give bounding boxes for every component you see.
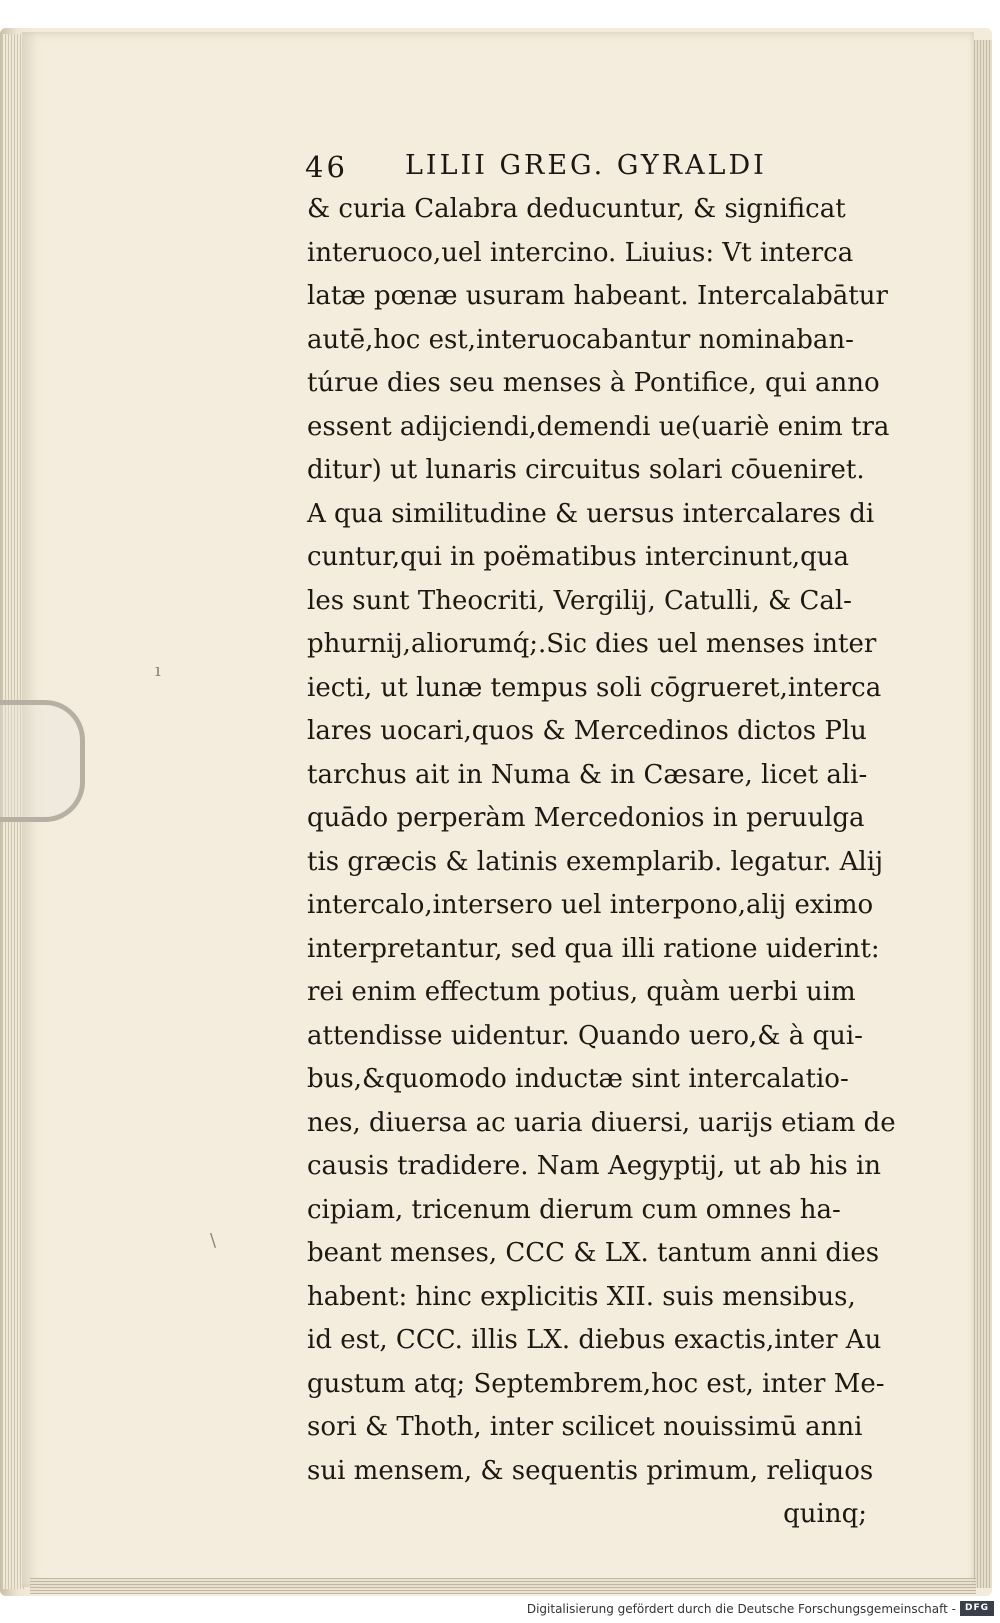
text-line: latæ pœnæ usuram habeant. Intercalabātur (307, 281, 888, 311)
catchword: quinq; (783, 1499, 867, 1529)
margin-mark: ı (155, 660, 161, 681)
text-line: beant menses, CCC & LX. tantum anni dies (307, 1238, 880, 1268)
body-text-block (307, 188, 896, 1537)
text-line: bus,&quomodo inductæ sint intercalatio- (307, 1064, 849, 1094)
page-clip (0, 700, 85, 822)
text-line: causis tradidere. Nam Aegyptij, ut ab his in (307, 1151, 882, 1181)
page-stack-fore-edge (974, 40, 992, 1588)
text-line: essent adijciendi,demendi ue(uariè enim tra (307, 411, 890, 442)
text-line: habent: hinc explicitis XII. suis mensibus, (307, 1281, 856, 1312)
page-stack-bottom-edge (30, 1578, 976, 1594)
text-line: les sunt Theocriti, Vergilij, Catulli, & Cal- (307, 585, 852, 616)
text-line: interpretantur, sed qua illi ratione uiderint: (307, 933, 880, 964)
funding-credit: Digitalisierung gefördert durch die Deutsche Forschungsgemeinschaft - (526, 1602, 956, 1616)
text-line: A qua similitudine & uersus intercalares di (307, 498, 875, 529)
text-line: ditur) ut lunaris circuitus solari cōueniret. (307, 455, 865, 485)
text-line: tarchus ait in Numa & in Cæsare, licet ali- (307, 759, 868, 790)
text-line: cipiam, tricenum dierum cum omnes ha- (307, 1194, 841, 1225)
text-line: iecti, ut lunæ tempus soli cōgrueret,interca (307, 672, 882, 703)
text-line: lares uocari,quos & Mercedinos dictos Plu (307, 716, 867, 746)
text-line: cuntur,qui in poëmatibus intercinunt,qua (307, 542, 850, 572)
text-line: id est, CCC. illis LX. diebus exactis,inter Au (307, 1325, 882, 1355)
margin-mark: \ (210, 1230, 217, 1251)
text-line: intercalo,intersero uel interpono,alij eximo (307, 890, 874, 920)
digitization-footer (0, 1596, 1000, 1623)
text-line: & curia Calabra deducuntur, & significat (307, 194, 846, 224)
text-line: sui mensem, & sequentis primum, reliquos (307, 1455, 874, 1486)
text-line: autē,hoc est,interuocabantur nominaban- (307, 324, 854, 355)
text-line: quādo perperàm Mercedonios in peruulga (307, 803, 865, 833)
text-line: phurnij,aliorumq́;.Sic dies uel menses inter (307, 629, 877, 659)
text-line: nes, diuersa ac uaria diuersi, uarijs etiam de (307, 1107, 896, 1138)
page-number: 46 (305, 150, 348, 184)
text-line: gustum atq; Septembrem,hoc est, inter Me- (307, 1368, 885, 1399)
running-title: LILII GREG. GYRALDI (405, 150, 767, 181)
text-line: sori & Thoth, inter scilicet nouissimū anni (307, 1412, 863, 1442)
text-line: rei enim effectum potius, quàm uerbi uim (307, 977, 856, 1007)
text-line: interuoco,uel intercino. Liuius: Vt interca (307, 237, 854, 268)
text-line: tis græcis & latinis exemplarib. legatur. Alij (307, 846, 884, 877)
text-line: túrue dies seu menses à Pontifice, qui anno (307, 368, 880, 398)
dfg-logo: DFG (960, 1601, 994, 1616)
text-line: attendisse uidentur. Quando uero,& à qui- (307, 1020, 863, 1051)
